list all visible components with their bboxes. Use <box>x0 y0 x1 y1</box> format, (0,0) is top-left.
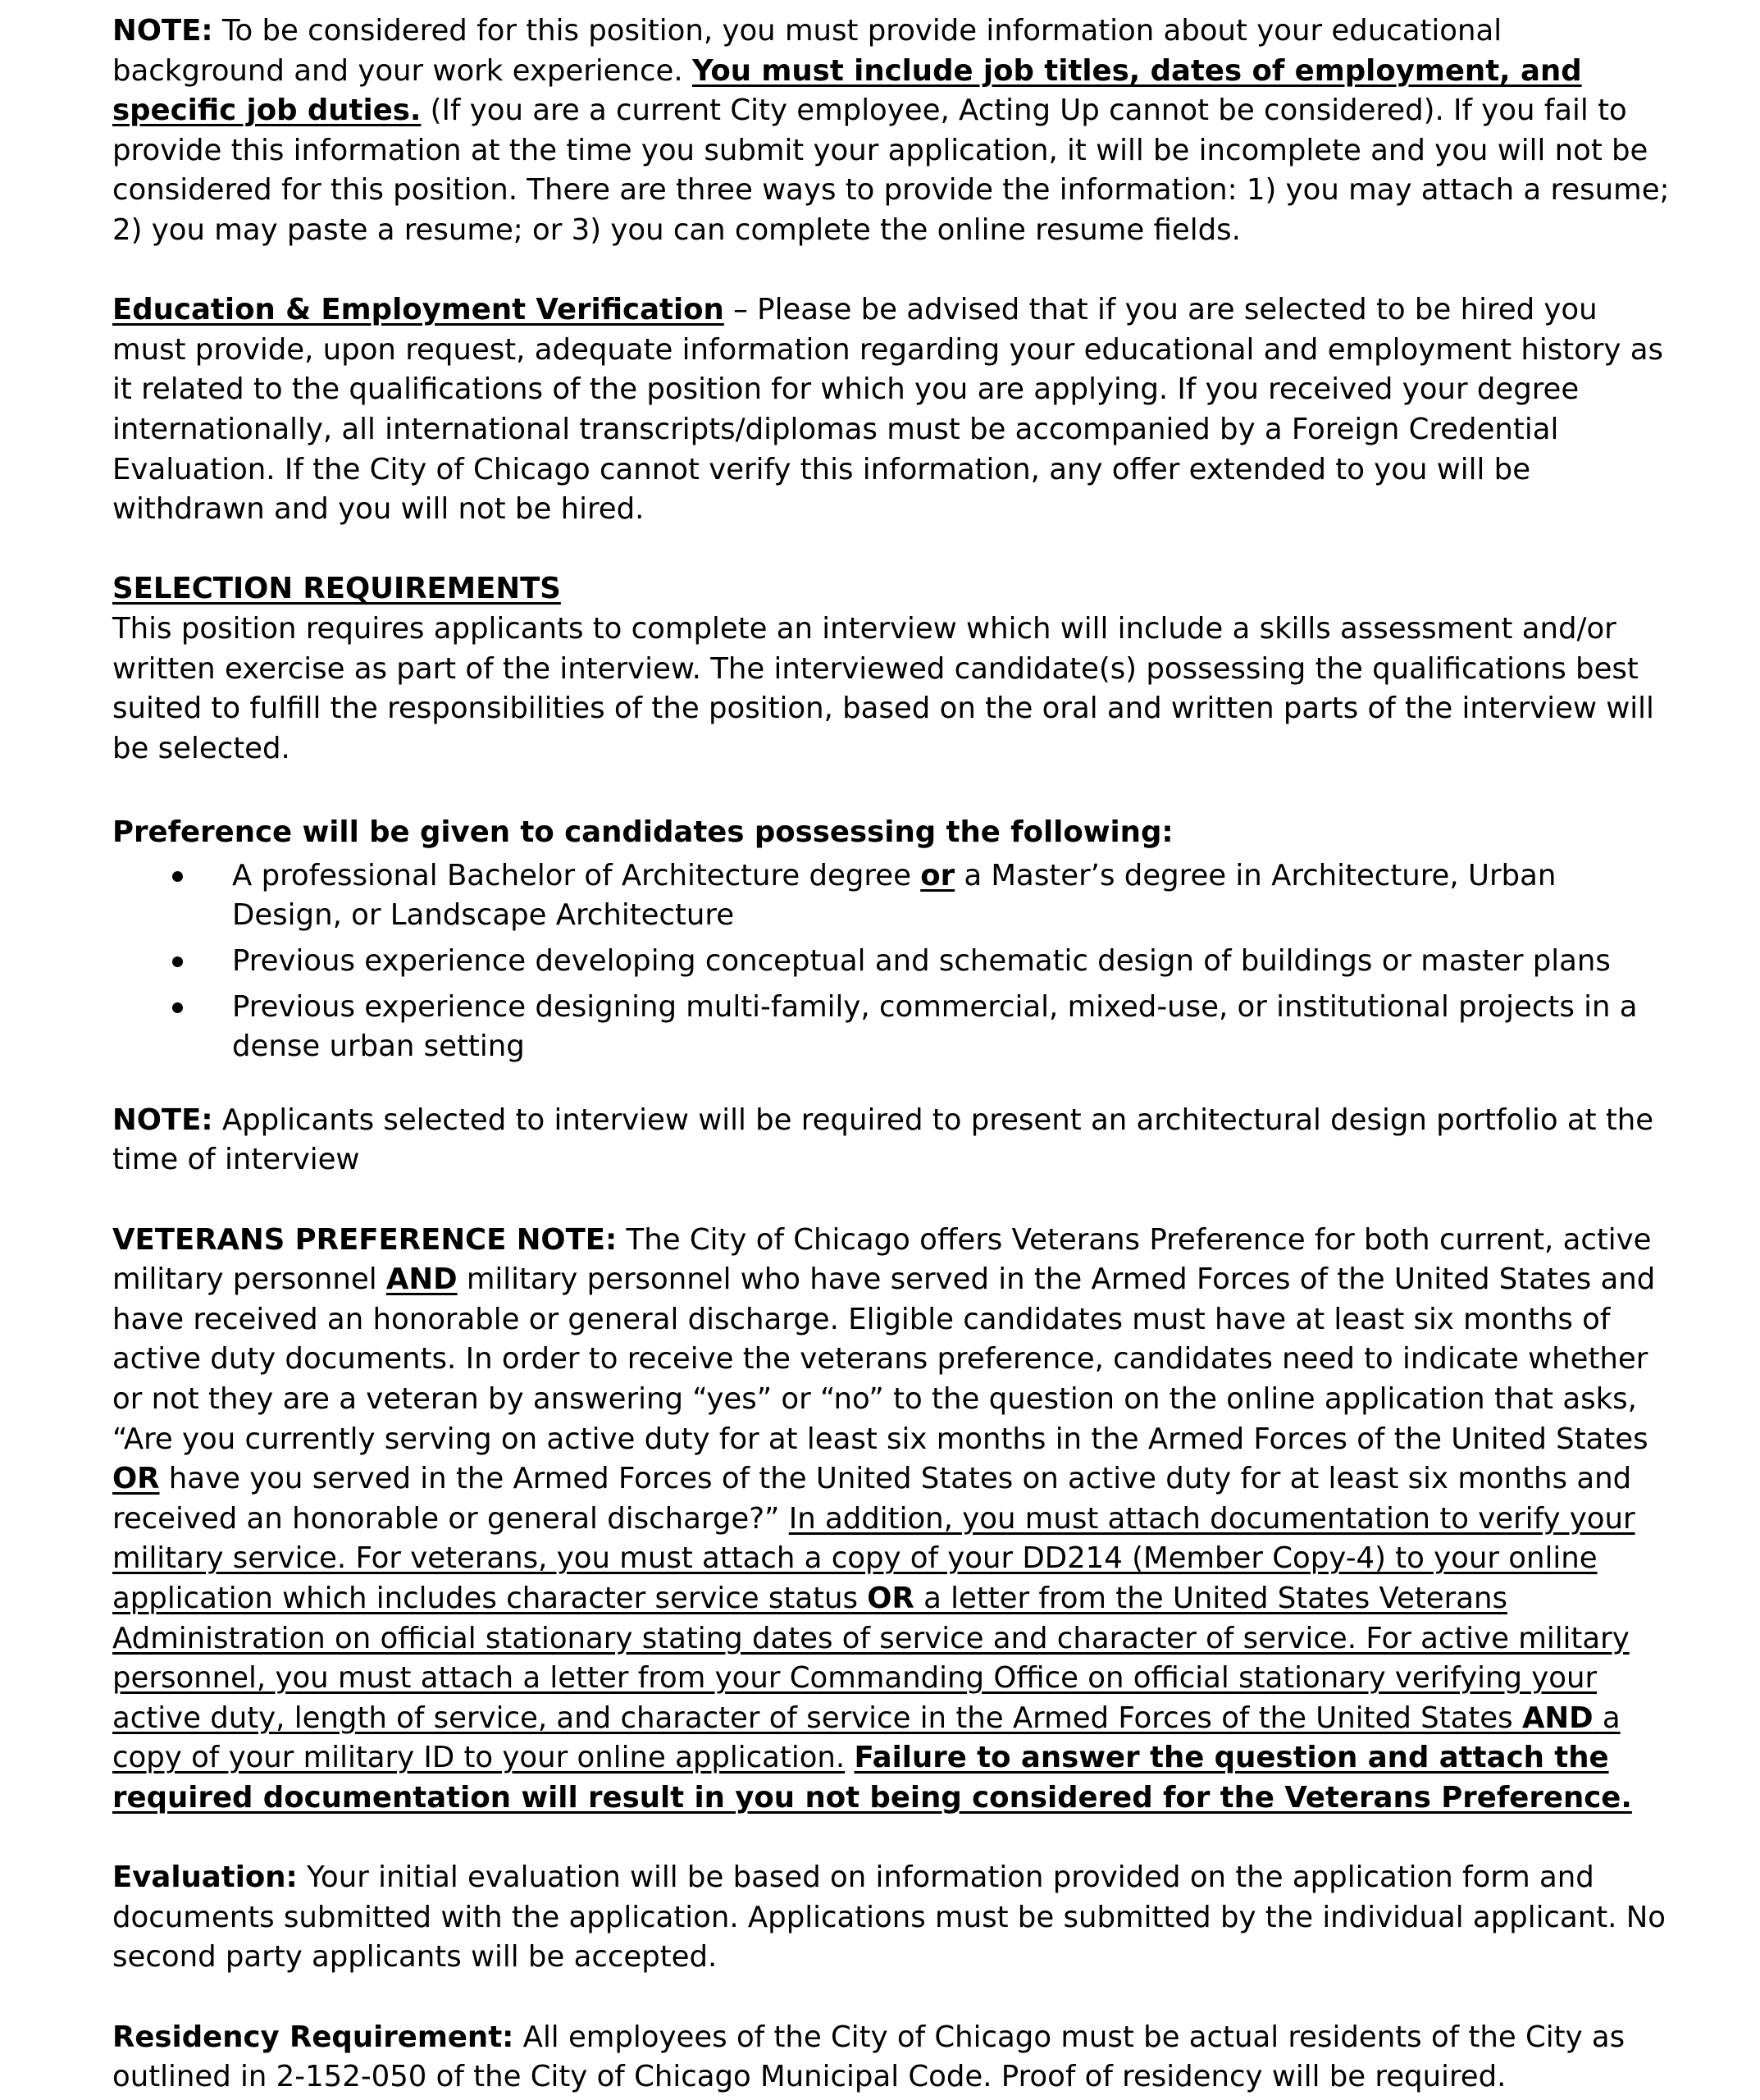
veterans-label: VETERANS PREFERENCE NOTE: <box>112 1222 618 1257</box>
veterans-underlined-2: a letter from the United States Veterans Administration on official stationary stating dates of service and character of service. For active military personnel, you must attach a letter from your Commanding Office on official stationary verifying your active duty, length of service, and character of service in the Armed Forces of the United States <box>112 1581 1630 1735</box>
veterans-text-3: have you served in the Armed Forces of the United States on active duty for at least six months and received an honorable or general discharge?” <box>112 1462 1632 1536</box>
list-item <box>112 988 1671 1067</box>
preference-item-2: Previous experience developing conceptual and schematic design of buildings or master plans <box>232 944 1611 979</box>
list-item <box>112 856 1671 936</box>
note-applying-required-items: You must include job titles, dates of employment, and specific job duties. <box>112 53 1582 128</box>
note-interview-label: NOTE: <box>112 1102 213 1137</box>
verification-heading: Education & Employment Verification <box>112 293 724 327</box>
preference-item-1a: A professional Bachelor of Architecture degree <box>232 858 921 892</box>
note-interview-text: Applicants selected to interview will be required to present an architectural design portfolio at the time of interview <box>112 1102 1654 1177</box>
preference-list <box>112 856 1671 1067</box>
preference-item-3: Previous experience designing multi-family, commercial, mixed-use, or institutional projects in a dense urban setting <box>232 989 1638 1064</box>
document-page <box>112 11 1671 2098</box>
note-applying-text-2: (If you are a current City employee, Acting Up cannot be considered). If you fail to provide this information at the time you submit your application, it will be incomplete and you will not be considered for this position. There are three ways to provide the information: 1) you may attach a resume; 2) you may paste a resume; or 3) you can complete the online resume fields. <box>112 94 1670 247</box>
veterans-underlined-3: a copy of your military ID to your online application. <box>112 1701 1621 1775</box>
veterans-and-1: AND <box>385 1262 458 1297</box>
preference-heading <box>112 813 1671 853</box>
preference-item-1b: a Master’s degree in Architecture, Urban Design, or Landscape Architecture <box>232 858 1557 933</box>
veterans-or-2: OR <box>867 1581 914 1615</box>
note-interview-paragraph <box>112 1101 1671 1180</box>
selection-heading-line <box>112 569 1671 609</box>
evaluation-label: Evaluation: <box>112 1860 298 1895</box>
residency-label: Residency Requirement: <box>112 2020 514 2054</box>
veterans-failure-warning: Failure to answer the question and attach the required documentation will result in you not being considered for the Veterans Preference. <box>112 1741 1632 1815</box>
veterans-and-2: AND <box>1521 1701 1594 1735</box>
veterans-space <box>845 1741 854 1774</box>
note-applying-text-1: To be considered for this position, you must provide information about your educational background and your work experience. <box>112 14 1502 88</box>
veterans-paragraph <box>112 1221 1671 1819</box>
evaluation-paragraph <box>112 1858 1671 1978</box>
residency-paragraph <box>112 2018 1671 2098</box>
bullet-icon <box>172 871 183 882</box>
veterans-underlined-1: In addition, you must attach documentation to verify your military service. For veterans, you must attach a copy of your DD214 (Member Copy-4) to your online application which includes character service status <box>112 1501 1635 1615</box>
evaluation-text: Your initial evaluation will be based on information provided on the application form and documents submitted with the application. Applications must be submitted by the individual applicant. No second party applicants will be accepted. <box>112 1860 1666 1974</box>
residency-text: All employees of the City of Chicago must be actual residents of the City as outlined in 2-152-050 of the City of Chicago Municipal Code. Proof of residency will be required. <box>112 2020 1625 2094</box>
preference-heading-text: Preference will be given to candidates possessing the following: <box>112 815 1174 850</box>
list-item <box>112 942 1671 982</box>
selection-heading: SELECTION REQUIREMENTS <box>112 572 561 606</box>
note-label: NOTE: <box>112 14 213 48</box>
verification-text: – Please be advised that if you are selected to be hired you must provide, upon request, adequate information regarding your educational and employment history as it related to the qualifications of the position for which you are applying. If you received your degree internationally, all international transcripts/diplomas must be accompanied by a Foreign Credential Evaluation. If the City of Chicago cannot verify this information, any offer extended to you will be withdrawn and you will not be hired. <box>112 293 1664 527</box>
veterans-text-1: The City of Chicago offers Veterans Preference for both current, active military personnel <box>112 1222 1652 1297</box>
preference-item-1-or: or <box>920 858 955 892</box>
veterans-or-1: OR <box>112 1462 160 1496</box>
selection-text: This position requires applicants to complete an interview which will include a skills assessment and/or written exercise as part of the interview. The interviewed candidate(s) possessing the qualifications best suited to fulfill the responsibilities of the position, based on the oral and written parts of the interview will be selected. <box>112 611 1654 765</box>
veterans-text-2: military personnel who have served in the Armed Forces of the United States and have received an honorable or general discharge. Eligible candidates must have at least six months of active duty documents. In order to receive the veterans preference, candidates need to indicate whether or not they are a veteran by answering “yes” or “no” to the question on the online application that asks, “Are you currently serving on active duty for at least six months in the Armed Forces of the United States <box>112 1262 1656 1456</box>
bullet-icon <box>172 1002 183 1013</box>
note-applying-paragraph <box>112 11 1671 251</box>
verification-paragraph <box>112 290 1671 530</box>
bullet-icon <box>172 956 183 967</box>
